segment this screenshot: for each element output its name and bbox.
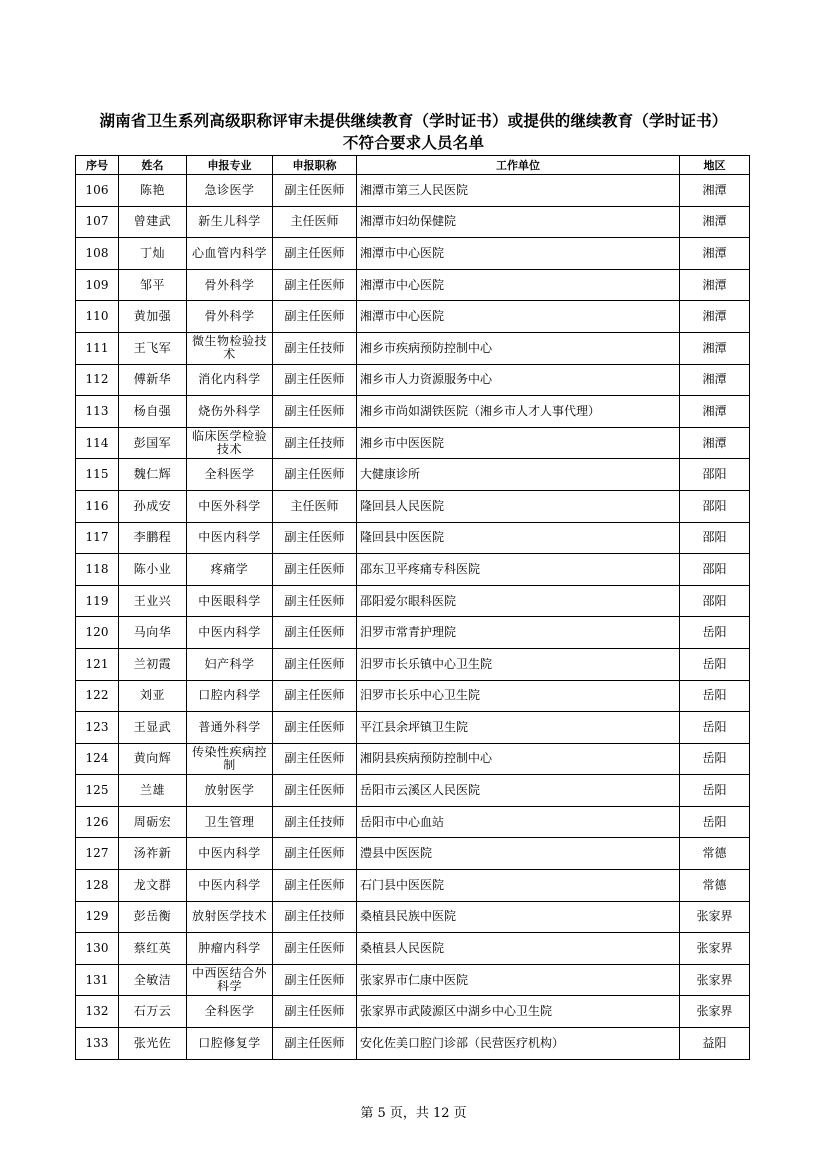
cell-index: 111 <box>76 332 119 364</box>
table-row <box>76 996 750 1028</box>
cell-specialty: 口腔修复学 <box>187 1028 273 1060</box>
cell-region: 岳阳 <box>680 617 750 649</box>
cell-title: 副主任医师 <box>273 617 357 649</box>
cell-specialty: 中医内科学 <box>187 617 273 649</box>
cell-index: 122 <box>76 680 119 712</box>
table-row <box>76 1028 750 1060</box>
table-row <box>76 964 750 996</box>
cell-specialty: 肿瘤内科学 <box>187 933 273 965</box>
cell-region: 邵阳 <box>680 522 750 554</box>
cell-index: 126 <box>76 806 119 838</box>
cell-name: 张光佐 <box>119 1028 187 1060</box>
cell-workplace: 平江县余坪镇卫生院 <box>357 712 680 744</box>
cell-specialty: 口腔内科学 <box>187 680 273 712</box>
cell-index: 120 <box>76 617 119 649</box>
table-row <box>76 775 750 807</box>
table-row <box>76 396 750 428</box>
cell-specialty: 传染性疾病控制 <box>187 743 273 775</box>
cell-specialty: 中医内科学 <box>187 522 273 554</box>
cell-region: 岳阳 <box>680 712 750 744</box>
cell-workplace: 汨罗市常青护理院 <box>357 617 680 649</box>
cell-name: 彭国军 <box>119 427 187 459</box>
cell-workplace: 湘潭市中心医院 <box>357 301 680 333</box>
cell-workplace: 湘阴县疾病预防控制中心 <box>357 743 680 775</box>
cell-index: 125 <box>76 775 119 807</box>
table-row <box>76 301 750 333</box>
cell-specialty: 全科医学 <box>187 996 273 1028</box>
table-row <box>76 585 750 617</box>
cell-workplace: 岳阳市中心血站 <box>357 806 680 838</box>
cell-index: 112 <box>76 364 119 396</box>
cell-title: 副主任医师 <box>273 396 357 428</box>
cell-specialty: 新生儿科学 <box>187 206 273 238</box>
cell-region: 岳阳 <box>680 680 750 712</box>
cell-workplace: 湘乡市疾病预防控制中心 <box>357 332 680 364</box>
cell-specialty: 骨外科学 <box>187 269 273 301</box>
cell-name: 蔡红英 <box>119 933 187 965</box>
cell-index: 131 <box>76 964 119 996</box>
cell-workplace: 安化佐美口腔门诊部（民营医疗机构） <box>357 1028 680 1060</box>
cell-workplace: 邵阳爱尔眼科医院 <box>357 585 680 617</box>
cell-title: 副主任医师 <box>273 269 357 301</box>
cell-index: 123 <box>76 712 119 744</box>
cell-title: 副主任医师 <box>273 648 357 680</box>
cell-index: 109 <box>76 269 119 301</box>
cell-specialty: 中医内科学 <box>187 838 273 870</box>
cell-name: 马向华 <box>119 617 187 649</box>
cell-index: 116 <box>76 490 119 522</box>
cell-region: 岳阳 <box>680 775 750 807</box>
cell-region: 湘潭 <box>680 206 750 238</box>
cell-name: 兰初霞 <box>119 648 187 680</box>
cell-index: 124 <box>76 743 119 775</box>
cell-workplace: 湘潭市妇幼保健院 <box>357 206 680 238</box>
column-header-region: 地区 <box>680 156 750 175</box>
table-row <box>76 743 750 775</box>
cell-name: 陈小业 <box>119 554 187 586</box>
cell-workplace: 湘潭市中心医院 <box>357 238 680 270</box>
cell-specialty: 中医内科学 <box>187 870 273 902</box>
cell-specialty: 全科医学 <box>187 459 273 491</box>
table-row <box>76 459 750 491</box>
cell-name: 刘亚 <box>119 680 187 712</box>
cell-region: 张家界 <box>680 933 750 965</box>
cell-region: 常德 <box>680 838 750 870</box>
table-row <box>76 554 750 586</box>
table-row <box>76 238 750 270</box>
cell-name: 周砺宏 <box>119 806 187 838</box>
cell-index: 128 <box>76 870 119 902</box>
cell-region: 湘潭 <box>680 396 750 428</box>
cell-title: 副主任医师 <box>273 680 357 712</box>
cell-index: 106 <box>76 175 119 207</box>
cell-region: 湘潭 <box>680 301 750 333</box>
cell-index: 129 <box>76 901 119 933</box>
cell-specialty: 微生物检验技术 <box>187 332 273 364</box>
cell-name: 杨自强 <box>119 396 187 428</box>
cell-name: 汤祚新 <box>119 838 187 870</box>
cell-name: 彭岳衡 <box>119 901 187 933</box>
cell-name: 黄向辉 <box>119 743 187 775</box>
table-row <box>76 364 750 396</box>
cell-name: 陈艳 <box>119 175 187 207</box>
cell-specialty: 消化内科学 <box>187 364 273 396</box>
cell-specialty: 放射医学 <box>187 775 273 807</box>
cell-title: 副主任医师 <box>273 838 357 870</box>
cell-index: 113 <box>76 396 119 428</box>
table-body <box>76 175 750 1060</box>
cell-workplace: 大健康诊所 <box>357 459 680 491</box>
cell-specialty: 疼痛学 <box>187 554 273 586</box>
cell-title: 副主任技师 <box>273 427 357 459</box>
cell-name: 邹平 <box>119 269 187 301</box>
cell-workplace: 澧县中医医院 <box>357 838 680 870</box>
cell-region: 邵阳 <box>680 554 750 586</box>
cell-region: 岳阳 <box>680 743 750 775</box>
cell-region: 湘潭 <box>680 332 750 364</box>
table-row <box>76 175 750 207</box>
cell-name: 黄加强 <box>119 301 187 333</box>
table-row <box>76 901 750 933</box>
cell-specialty: 烧伤外科学 <box>187 396 273 428</box>
cell-title: 副主任医师 <box>273 775 357 807</box>
cell-region: 张家界 <box>680 964 750 996</box>
cell-specialty: 放射医学技术 <box>187 901 273 933</box>
table-row <box>76 648 750 680</box>
column-header-name: 姓名 <box>119 156 187 175</box>
cell-specialty: 卫生管理 <box>187 806 273 838</box>
cell-name: 全敏洁 <box>119 964 187 996</box>
cell-workplace: 邵东卫平疼痛专科医院 <box>357 554 680 586</box>
cell-title: 副主任医师 <box>273 743 357 775</box>
table-row <box>76 269 750 301</box>
cell-specialty: 妇产科学 <box>187 648 273 680</box>
table-row <box>76 838 750 870</box>
cell-title: 副主任医师 <box>273 522 357 554</box>
cell-specialty: 心血管内科学 <box>187 238 273 270</box>
cell-index: 118 <box>76 554 119 586</box>
cell-title: 副主任医师 <box>273 712 357 744</box>
cell-specialty: 普通外科学 <box>187 712 273 744</box>
cell-index: 110 <box>76 301 119 333</box>
cell-index: 119 <box>76 585 119 617</box>
table-row <box>76 427 750 459</box>
column-header-specialty: 申报专业 <box>187 156 273 175</box>
cell-workplace: 岳阳市云溪区人民医院 <box>357 775 680 807</box>
cell-index: 127 <box>76 838 119 870</box>
cell-workplace: 张家界市武陵源区中湖乡中心卫生院 <box>357 996 680 1028</box>
cell-specialty: 急诊医学 <box>187 175 273 207</box>
table-row <box>76 870 750 902</box>
cell-index: 108 <box>76 238 119 270</box>
column-header-index: 序号 <box>76 156 119 175</box>
cell-title: 副主任医师 <box>273 585 357 617</box>
table-row <box>76 933 750 965</box>
cell-workplace: 汨罗市长乐中心卫生院 <box>357 680 680 712</box>
cell-workplace: 湘乡市人力资源服务中心 <box>357 364 680 396</box>
cell-region: 湘潭 <box>680 364 750 396</box>
cell-region: 湘潭 <box>680 427 750 459</box>
cell-title: 副主任技师 <box>273 901 357 933</box>
cell-title: 副主任医师 <box>273 459 357 491</box>
cell-index: 107 <box>76 206 119 238</box>
cell-name: 王飞军 <box>119 332 187 364</box>
cell-title: 主任医师 <box>273 490 357 522</box>
cell-name: 曾建武 <box>119 206 187 238</box>
cell-name: 李鹏程 <box>119 522 187 554</box>
cell-workplace: 湘潭市第三人民医院 <box>357 175 680 207</box>
cell-region: 常德 <box>680 870 750 902</box>
cell-title: 副主任医师 <box>273 870 357 902</box>
cell-title: 副主任医师 <box>273 364 357 396</box>
cell-specialty: 临床医学检验技术 <box>187 427 273 459</box>
page-footer: 第 5 页，共 12 页 <box>360 1106 467 1121</box>
table-row <box>76 680 750 712</box>
cell-index: 132 <box>76 996 119 1028</box>
personnel-table <box>75 155 750 1060</box>
cell-name: 王显武 <box>119 712 187 744</box>
cell-workplace: 湘乡市中医医院 <box>357 427 680 459</box>
cell-title: 副主任医师 <box>273 933 357 965</box>
cell-index: 115 <box>76 459 119 491</box>
table-row <box>76 490 750 522</box>
cell-specialty: 中西医结合外科学 <box>187 964 273 996</box>
cell-region: 湘潭 <box>680 238 750 270</box>
cell-region: 邵阳 <box>680 459 750 491</box>
cell-workplace: 湘潭市中心医院 <box>357 269 680 301</box>
cell-region: 岳阳 <box>680 648 750 680</box>
cell-title: 副主任医师 <box>273 554 357 586</box>
cell-index: 133 <box>76 1028 119 1060</box>
cell-workplace: 桑植县民族中医院 <box>357 901 680 933</box>
cell-name: 傅新华 <box>119 364 187 396</box>
cell-index: 130 <box>76 933 119 965</box>
cell-name: 孙成安 <box>119 490 187 522</box>
cell-name: 龙文群 <box>119 870 187 902</box>
cell-title: 副主任医师 <box>273 964 357 996</box>
table-row <box>76 332 750 364</box>
cell-name: 石万云 <box>119 996 187 1028</box>
column-header-workplace: 工作单位 <box>357 156 680 175</box>
cell-region: 张家界 <box>680 901 750 933</box>
cell-title: 主任医师 <box>273 206 357 238</box>
cell-title: 副主任医师 <box>273 301 357 333</box>
cell-name: 丁灿 <box>119 238 187 270</box>
cell-region: 张家界 <box>680 996 750 1028</box>
cell-region: 湘潭 <box>680 269 750 301</box>
cell-workplace: 隆回县中医医院 <box>357 522 680 554</box>
table-header-row <box>76 156 750 175</box>
table-row <box>76 712 750 744</box>
cell-name: 魏仁辉 <box>119 459 187 491</box>
cell-title: 副主任医师 <box>273 238 357 270</box>
table-row <box>76 617 750 649</box>
document-subtitle: 不符合要求人员名单 <box>342 134 485 152</box>
cell-specialty: 中医眼科学 <box>187 585 273 617</box>
cell-title: 副主任技师 <box>273 806 357 838</box>
cell-specialty: 骨外科学 <box>187 301 273 333</box>
cell-title: 副主任医师 <box>273 996 357 1028</box>
table-row <box>76 806 750 838</box>
cell-region: 岳阳 <box>680 806 750 838</box>
cell-name: 王业兴 <box>119 585 187 617</box>
cell-name: 兰雄 <box>119 775 187 807</box>
cell-title: 副主任技师 <box>273 332 357 364</box>
table-row <box>76 206 750 238</box>
cell-workplace: 张家界市仁康中医院 <box>357 964 680 996</box>
column-header-title: 申报职称 <box>273 156 357 175</box>
cell-workplace: 石门县中医医院 <box>357 870 680 902</box>
cell-workplace: 汨罗市长乐镇中心卫生院 <box>357 648 680 680</box>
cell-workplace: 桑植县人民医院 <box>357 933 680 965</box>
cell-region: 邵阳 <box>680 585 750 617</box>
table-row <box>76 522 750 554</box>
cell-index: 117 <box>76 522 119 554</box>
cell-index: 121 <box>76 648 119 680</box>
cell-region: 湘潭 <box>680 175 750 207</box>
cell-index: 114 <box>76 427 119 459</box>
cell-workplace: 隆回县人民医院 <box>357 490 680 522</box>
cell-title: 副主任医师 <box>273 1028 357 1060</box>
document-title: 湖南省卫生系列高级职称评审未提供继续教育（学时证书）或提供的继续教育（学时证书） <box>99 112 728 130</box>
cell-region: 邵阳 <box>680 490 750 522</box>
cell-specialty: 中医外科学 <box>187 490 273 522</box>
cell-region: 益阳 <box>680 1028 750 1060</box>
cell-workplace: 湘乡市尚如湖铁医院（湘乡市人才人事代理） <box>357 396 680 428</box>
cell-title: 副主任医师 <box>273 175 357 207</box>
